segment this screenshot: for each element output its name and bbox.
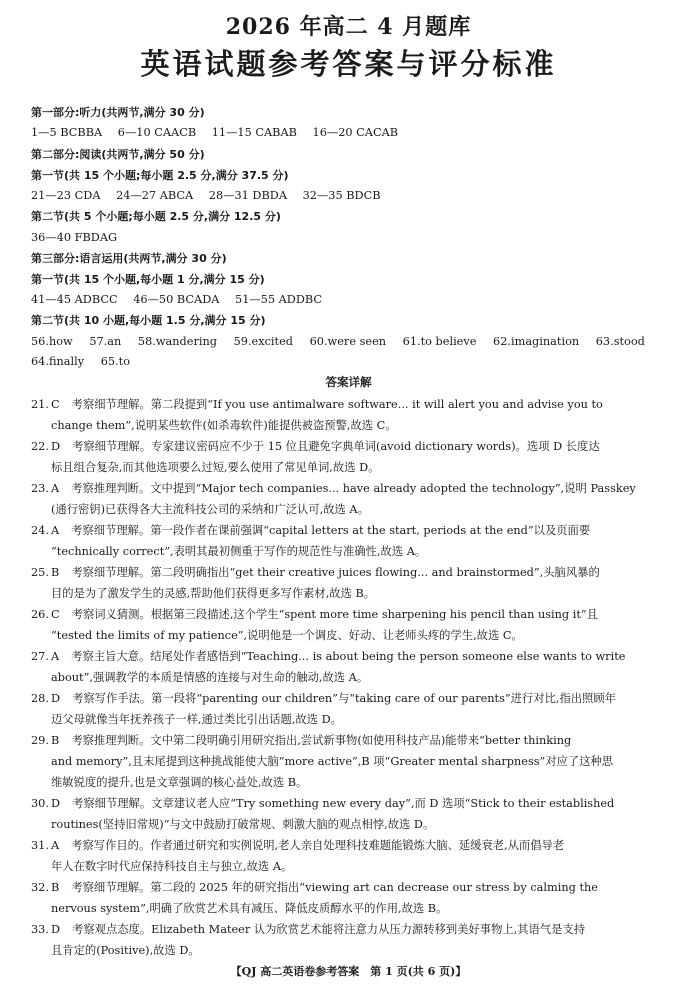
explanation-text: 考察观点态度。Elizabeth Mateer 认为欣赏艺术能将注意力从压力源转移到美好事物上,其语气是支持 [72, 923, 586, 936]
explanation-21 [31, 394, 668, 436]
explanation-32 [31, 877, 668, 919]
fill-answer: 59.excited [233, 335, 293, 348]
answer-letter: D [51, 692, 61, 705]
explanation-text: 考察细节理解。专家建议密码应不少于 15 位且避免字典单词(avoid dictionary words)。选项 D 长度达 [72, 440, 600, 453]
explanation-28 [31, 688, 668, 730]
explanation-31 [31, 835, 668, 877]
explanation-29 [31, 730, 668, 793]
answer-group: 16—20 CACAB [312, 126, 399, 139]
explanation-text: 考察细节理解。第二段提到“If you use antimalware software... it will alert you and advise you to [71, 398, 603, 411]
answer-letter: D [51, 923, 61, 936]
fill-answer: 60.were seen [309, 335, 387, 348]
answer-group: 41—45 ADBCC [31, 293, 118, 306]
answer-group: 11—15 CABAB [211, 126, 297, 139]
question-number: 28. [31, 692, 49, 705]
part2-section1-heading: 第一节(共 15 个小题;每小题 2.5 分,满分 37.5 分) [31, 169, 289, 182]
part3-section2-answers-row1 [31, 333, 671, 351]
explanation-text: 标且组合复杂,而其他选项要么过短,要么使用了常见单词,故选 D。 [51, 461, 380, 474]
explanation-25 [31, 562, 668, 604]
explanation-27 [31, 646, 668, 688]
explanation-text: routines(坚持旧常规)”与文中鼓励打破常规、刺激大脑的观点相悖,故选 D。 [51, 818, 435, 831]
explanation-text: 考察词义猜测。根据第三段描述,这个学生“spent more time sharpening his pencil than using it”且 [71, 608, 598, 621]
question-number: 25. [31, 566, 49, 579]
page-footer: 【QJ 高二英语卷参考答案 第 1 页(共 6 页)】 [230, 965, 467, 978]
explanation-text: 维敏锐度的提升,也是文章强调的核心益处,故选 B。 [51, 776, 308, 789]
explanation-text: about”,强调教学的本质是情感的连接与对生命的触动,故选 A。 [51, 671, 369, 684]
fill-answer: 63.stood [595, 335, 645, 348]
explanation-text: 考察细节理解。第二段的 2025 年的研究指出“viewing art can decrease our stress by calming the [71, 881, 598, 894]
fill-answer: 64.finally [31, 355, 85, 368]
explanation-33 [31, 919, 668, 961]
explanation-text: 考察细节理解。第一段作者在课前强调“capital letters at the start, periods at the end”以及页面要 [71, 524, 591, 537]
fill-answer: 58.wandering [137, 335, 217, 348]
part3-section1-heading: 第一节(共 15 个小题,每小题 1 分,满分 15 分) [31, 273, 265, 286]
fill-answer: 62.imagination [493, 335, 580, 348]
question-number: 23. [31, 482, 49, 495]
fill-answer: 65.to [100, 355, 131, 368]
part1-answers [31, 124, 671, 142]
question-number: 21. [31, 398, 49, 411]
document-title: 英语试题参考答案与评分标准 [140, 47, 557, 81]
fill-answer: 57.an [89, 335, 122, 348]
fill-answer: 61.to believe [402, 335, 477, 348]
question-number: 27. [31, 650, 49, 663]
part2-section1-answers [31, 187, 671, 205]
explanation-text: 考察推理判断。文中第二段明确引用研究指出,尝试新事物(如使用科技产品)能带来“better thinking [71, 734, 572, 747]
part2-section2-answers [31, 229, 671, 247]
question-number: 29. [31, 734, 49, 747]
explanation-text: 考察写作目的。作者通过研究和实例说明,老人亲自处理科技难题能锻炼大脑、延缓衰老,从而倡导老 [71, 839, 565, 852]
answer-group: 24—27 ABCA [116, 189, 194, 202]
fill-answer: 56.how [31, 335, 73, 348]
answer-letter: D [51, 797, 61, 810]
answer-group: 1—5 BCBBA [31, 126, 103, 139]
question-number: 30. [31, 797, 49, 810]
part3-heading: 第三部分:语言运用(共两节,满分 30 分) [31, 252, 227, 265]
explanation-text: “technically correct”,表明其最初侧重于写作的规范性与准确性,故选 A。 [51, 545, 427, 558]
answer-letter: B [51, 881, 60, 894]
explanation-text: nervous system”,明确了欣赏艺术具有减压、降低皮质醇水平的作用,故选 B。 [51, 902, 448, 915]
explanation-26 [31, 604, 668, 646]
answer-group: 6—10 CAACB [117, 126, 197, 139]
part2-section2-heading: 第二节(共 5 个小题;每小题 2.5 分,满分 12.5 分) [31, 210, 281, 223]
explanation-22 [31, 436, 668, 478]
answer-letter: C [51, 398, 60, 411]
explanation-text: 考察细节理解。第二段明确指出“get their creative juices flowing... and brainstormed”,头脑风暴的 [71, 566, 600, 579]
part3-section2-heading: 第二节(共 10 小题,每小题 1.5 分,满分 15 分) [31, 314, 266, 327]
explanation-text: 年人在数字时代应保持科技自主与独立,故选 A。 [51, 860, 293, 873]
explanation-text: 迈父母就像当年抚养孩子一样,通过类比引出话题,故选 D。 [51, 713, 342, 726]
explanation-text: and memory”,且末尾提到这种挑战能使大脑“more active”,B 项“Greater mental sharpness”对应了这种思 [51, 755, 614, 768]
explanation-text: 考察写作手法。第一段将“parenting our children”与“taking care of our parents”进行对比,指出照顾年 [72, 692, 616, 705]
question-number: 33. [31, 923, 49, 936]
answer-letter: D [51, 440, 61, 453]
answer-letter: C [51, 608, 60, 621]
answer-group: 51—55 ADDBC [235, 293, 323, 306]
explanation-text: (通行密钥)已获得各大主流科技公司的采纳和广泛认可,故选 A。 [51, 503, 369, 516]
answer-group: 36—40 FBDAG [31, 231, 118, 244]
answer-letter: B [51, 566, 60, 579]
exam-title: 2026 年高二 4 月题库 [225, 14, 472, 40]
part2-heading: 第二部分:阅读(共两节,满分 50 分) [31, 148, 205, 161]
part3-section1-answers [31, 291, 671, 309]
answer-letter: A [51, 839, 60, 852]
question-number: 26. [31, 608, 49, 621]
part1-heading: 第一部分:听力(共两节,满分 30 分) [31, 106, 205, 119]
explanation-text: 目的是为了激发学生的灵感,帮助他们获得更多写作素材,故选 B。 [51, 587, 376, 600]
question-number: 24. [31, 524, 49, 537]
explanation-text: 考察推理判断。文中提到“Major tech companies... have already adopted the technology”,说明 Passkey [71, 482, 636, 495]
answer-letter: B [51, 734, 60, 747]
explanation-text: change them”,说明某些软件(如杀毒软件)能提供被盗预警,故选 C。 [51, 419, 397, 432]
explanation-30 [31, 793, 668, 835]
explanations-title: 答案详解 [325, 375, 372, 389]
explanation-24 [31, 520, 668, 562]
question-number: 31. [31, 839, 49, 852]
part3-section2-answers-row2 [31, 353, 671, 371]
answer-letter: A [51, 524, 60, 537]
answer-group: 28—31 DBDA [208, 189, 288, 202]
answer-letter: A [51, 482, 60, 495]
explanation-text: 考察主旨大意。结尾处作者感悟到“Teaching... is about being the person someone else wants to write [71, 650, 626, 663]
answer-group: 32—35 BDCB [302, 189, 381, 202]
answer-group: 21—23 CDA [31, 189, 101, 202]
answer-letter: A [51, 650, 60, 663]
explanation-text: 考察细节理解。文章建议老人应“Try something new every day”,而 D 选项“Stick to their established [72, 797, 615, 810]
explanation-23 [31, 478, 668, 520]
question-number: 32. [31, 881, 49, 894]
explanation-text: 且肯定的(Positive),故选 D。 [51, 944, 200, 957]
explanation-text: “tested the limits of my patience”,说明他是一个调皮、好动、让老师头疼的学生,故选 C。 [51, 629, 523, 642]
question-number: 22. [31, 440, 49, 453]
answer-group: 46—50 BCADA [133, 293, 220, 306]
